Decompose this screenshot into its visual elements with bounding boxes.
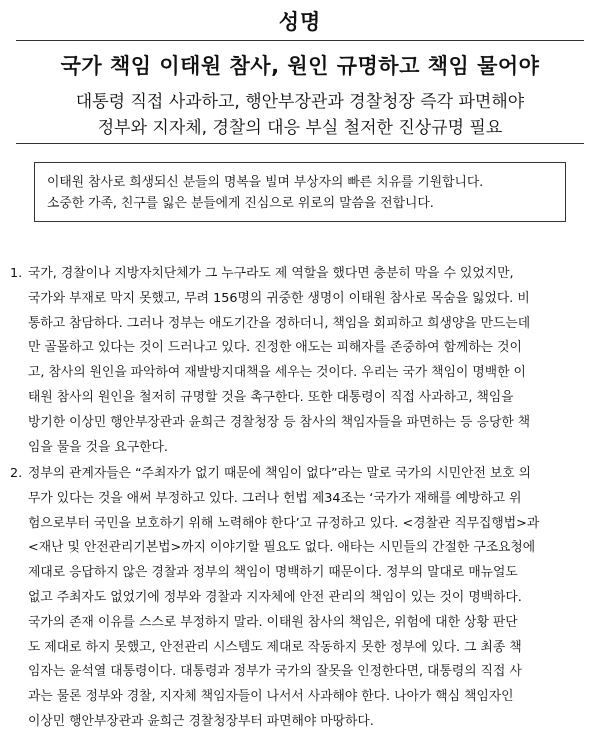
paragraph-1 xyxy=(10,262,590,460)
paragraph-text: 국가와 부재로 막지 못했고, 무려 156명의 귀중한 생명이 이태원 참사로 목숨을 잃었다. 비 xyxy=(28,290,530,306)
paragraph-text: 없고 주최자도 없었기에 정부와 경찰과 지자체에 안전 관리의 책임이 있는 것이 명백하다. xyxy=(28,589,522,605)
paragraph-text: 만 골몰하고 있다는 것이 드러나고 있다. 진정한 애도는 피해자를 존중하여 함께하는 것이 xyxy=(28,340,522,356)
paragraph-2 xyxy=(10,462,590,735)
paragraph-text: 험으로부터 국민을 보호하기 위해 노력해야 한다’고 규정하고 있다. <경찰관 직무집행법>과 xyxy=(28,515,540,531)
paragraph-line xyxy=(10,660,590,685)
paragraph-text: 태원 참사의 원인을 철저히 규명할 것을 촉구한다. 또한 대통령이 직접 사과하고, 책임을 xyxy=(28,389,514,405)
paragraph-line xyxy=(10,411,590,436)
condolence-line: 소중한 가족, 친구를 잃은 분들에게 진심으로 위로의 말씀을 전합니다. xyxy=(47,196,434,211)
paragraph-number: 1. xyxy=(10,266,23,281)
paragraph-text: 정부의 관계자들은 “주최자가 없기 때문에 책임이 없다”라는 말로 국가의 시민안전 보호 의 xyxy=(28,466,532,481)
paragraph-line xyxy=(10,685,590,710)
condolence-line: 이태원 참사로 희생되신 분들의 명복을 빌며 부상자의 빠른 치유를 기원합니다. xyxy=(47,175,484,190)
paragraph-text: 임자는 윤석열 대통령이다. 대통령과 정부가 국가의 잘못을 인정한다면, 대통령의 직접 사 xyxy=(28,664,522,680)
paragraph-line xyxy=(10,561,590,586)
subtitle-line-1: 대통령 직접 사과하고, 행안부장관과 경찰청장 즉각 파면해야 xyxy=(75,92,525,112)
paragraph-text: 국가의 존재 이유를 스스로 부정하지 말라. 이태원 참사의 책임은, 위험에 대한 상황 판단 xyxy=(28,614,518,630)
paragraph-line xyxy=(10,512,590,537)
condolence-box xyxy=(34,162,566,222)
paragraph-line xyxy=(10,636,590,661)
paragraph-line xyxy=(10,262,590,287)
paragraph-line xyxy=(10,312,590,337)
paragraph-text: 무가 있다는 것을 애써 부정하고 있다. 그러나 헌법 제34조는 ‘국가가 재해를 예방하고 위 xyxy=(28,490,522,506)
paragraph-line xyxy=(10,586,590,611)
paragraph-line xyxy=(10,287,590,312)
paragraph-text: 임을 물을 것을 요구한다. xyxy=(28,439,168,455)
paragraph-text: 고, 참사의 원인을 파악하여 재발방지대책을 세우는 것이다. 우리는 국가 책임이 명백한 이 xyxy=(28,365,526,381)
paragraph-text: <재난 및 안전관리기본법>까지 이야기할 필요도 없다. 애타는 시민들의 간절한 구조요청에 xyxy=(28,540,536,556)
paragraph-line xyxy=(10,361,590,386)
paragraph-line xyxy=(10,487,590,512)
paragraph-line xyxy=(10,710,590,735)
paragraph-line xyxy=(10,611,590,636)
paragraph-text: 국가, 경찰이나 지방자치단체가 그 누구라도 제 역할을 했다면 충분히 막을 수 있었지만, xyxy=(28,266,514,281)
paragraph-line xyxy=(10,536,590,561)
document-type-label: 성명 xyxy=(278,10,322,34)
top-divider xyxy=(16,40,584,41)
paragraph-line xyxy=(10,436,590,461)
paragraph-text: 도 제대로 하지 못했고, 안전관리 시스템도 제대로 작동하지 못한 정부에 있다. 그 최종 책 xyxy=(28,639,522,655)
paragraph-text: 이상민 행안부장관과 윤희근 경찰청장부터 파면해야 마땅하다. xyxy=(28,713,374,729)
paragraph-line xyxy=(10,336,590,361)
subtitle-line-2: 정부와 지자체, 경찰의 대응 부실 철저한 진상규명 필요 xyxy=(97,118,503,138)
paragraph-text: 방기한 이상민 행안부장관과 윤희근 경찰청장 등 참사의 책임자들을 파면하는 등 응당한 책 xyxy=(28,414,531,430)
paragraph-text: 통하고 참담하다. 그러나 정부는 애도기간을 정하더니, 책임을 회피하고 희생양을 만드는데 xyxy=(28,315,531,331)
paragraph-text: 제대로 응답하지 않은 경찰과 정부의 책임이 명백하기 때문이다. 정부의 말대로 매뉴얼도 xyxy=(28,565,518,581)
paragraph-text: 과는 물론 정부와 경찰, 지자체 책임자들이 나서서 사과해야 한다. 나아가 핵심 책임자인 xyxy=(28,689,514,705)
paragraph-line xyxy=(10,386,590,411)
paragraph-number: 2. xyxy=(10,466,23,481)
header-bottom-divider xyxy=(16,143,584,144)
paragraph-line xyxy=(10,462,590,487)
headline: 국가 책임 이태원 참사, 원인 규명하고 책임 물어야 xyxy=(60,54,540,78)
